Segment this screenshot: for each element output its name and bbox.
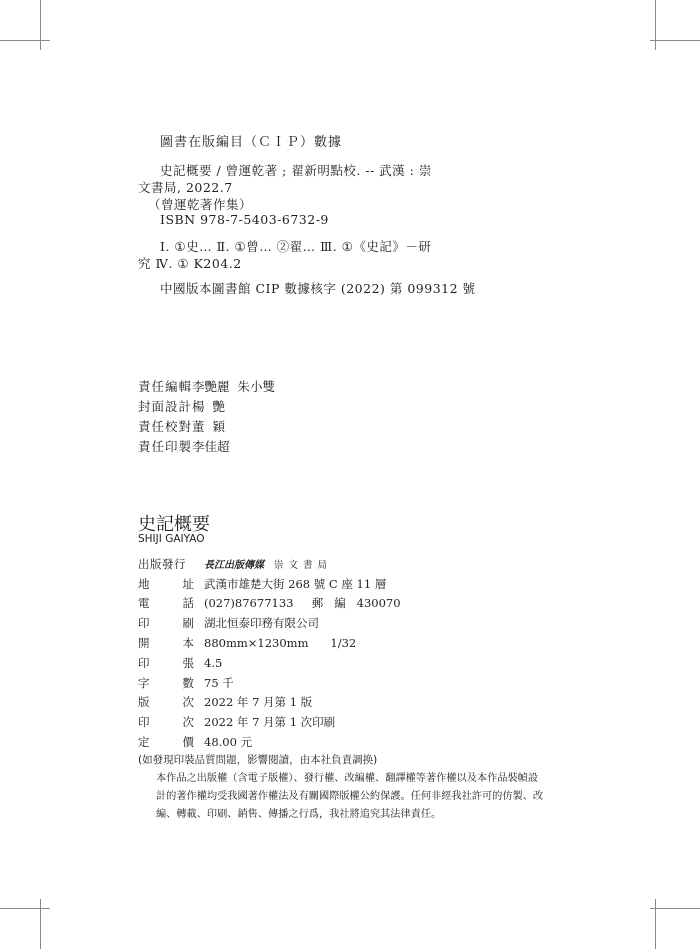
crop-mark <box>655 0 656 50</box>
info-value: 武漢市雄楚大街 268 號 C 座 11 層 <box>204 576 387 591</box>
info-value: 4.5 <box>204 655 223 670</box>
info-label: 印 張 <box>138 655 194 670</box>
crop-mark <box>0 908 50 909</box>
cip-title: 圖書在版編目（ＣＩＰ）數據 <box>160 135 343 150</box>
info-value: 湖北恒泰印務有限公司 <box>204 616 319 631</box>
credit-names: 李佳超 <box>192 439 230 454</box>
publisher-logo <box>204 556 328 571</box>
info-row-publisher <box>138 554 401 574</box>
credit-label: 責任編輯 <box>138 379 193 394</box>
info-value: 2022 年 7 月第 1 次印刷 <box>204 715 336 730</box>
info-row-edition <box>138 693 401 713</box>
info-value: (027)87677133 郵 編 430070 <box>204 596 401 611</box>
cip-line: （曾運乾著作集） <box>148 197 253 212</box>
credit-row <box>138 377 275 397</box>
info-label: 出版發行 <box>138 556 186 571</box>
credit-row <box>138 417 275 437</box>
cip-line: 文書局, 2022.7 <box>138 180 233 195</box>
credit-names: 楊 艷 <box>192 399 225 414</box>
crop-mark <box>40 0 41 50</box>
info-label: 定 價 <box>138 735 194 750</box>
info-row-price <box>138 732 401 752</box>
credit-label: 責任校對 <box>138 419 193 434</box>
copyright-text: 本作品之出版權（含電子版權）、發行權、改編權、翻譯權等著作權以及本作品裝幀設計的著作權均受我國著作權法及有關國際版權公約保護。任何非經我社許可的仿製、改編、轉載、印刷、銷售、傳播之行爲，我社將追究其法律責任。 <box>156 773 544 820</box>
info-value: 48.00 元 <box>204 735 253 750</box>
cip-line: 究 Ⅳ. ① K204.2 <box>138 256 242 271</box>
info-row-format <box>138 633 401 653</box>
book-romanized-title: SHIJI GAIYAO <box>138 533 205 545</box>
cip-line: ISBN 978-7-5403-6732-9 <box>160 212 329 227</box>
cip-line: Ⅰ. ①史… Ⅱ. ①曾… ②翟… Ⅲ. ①《史記》－研 <box>160 239 432 254</box>
credit-row <box>138 397 275 417</box>
info-row-impression <box>138 712 401 732</box>
credit-label: 封面設計 <box>138 399 193 414</box>
info-row-phone <box>138 594 401 614</box>
credit-row <box>138 437 275 457</box>
cip-line: 史記概要 / 曾運乾著 ; 翟新明點校. -- 武漢 : 崇 <box>160 163 432 178</box>
credits <box>138 377 275 457</box>
crop-mark <box>650 40 700 41</box>
crop-mark <box>40 899 41 949</box>
info-label: 地 址 <box>138 576 194 591</box>
book-title: 史記概要 <box>138 514 210 535</box>
credit-names: 董 穎 <box>192 419 225 434</box>
crop-mark <box>655 899 656 949</box>
cip-number: 中國版本圖書館 CIP 數據核字 (2022) 第 099312 號 <box>160 281 476 296</box>
publisher-imprint: 崇 文 書 局 <box>274 559 329 571</box>
info-row-words <box>138 673 401 693</box>
info-label: 字 數 <box>138 675 194 690</box>
info-label: 開 本 <box>138 636 194 651</box>
credit-names: 李艷麗 朱小雙 <box>192 379 275 394</box>
quality-notice: (如發現印裝品質問題，影響閱讀，由本社負責調换) <box>138 754 378 766</box>
info-value: 75 千 <box>204 675 234 690</box>
crop-mark <box>0 40 50 41</box>
info-label: 電 話 <box>138 596 194 611</box>
info-value: 2022 年 7 月第 1 版 <box>204 695 313 710</box>
publication-info <box>138 554 401 752</box>
info-label: 版 次 <box>138 695 194 710</box>
info-row-printer <box>138 613 401 633</box>
crop-mark <box>650 908 700 909</box>
publisher-logo-text: 長江出版傳媒 <box>204 560 264 572</box>
info-label: 印 次 <box>138 715 194 730</box>
info-row-address <box>138 574 401 594</box>
credit-label: 責任印製 <box>138 439 193 454</box>
copyright-statement <box>138 770 548 824</box>
info-value: 880mm×1230mm 1/32 <box>204 636 357 651</box>
info-label: 印 刷 <box>138 616 194 631</box>
info-row-sheets <box>138 653 401 673</box>
